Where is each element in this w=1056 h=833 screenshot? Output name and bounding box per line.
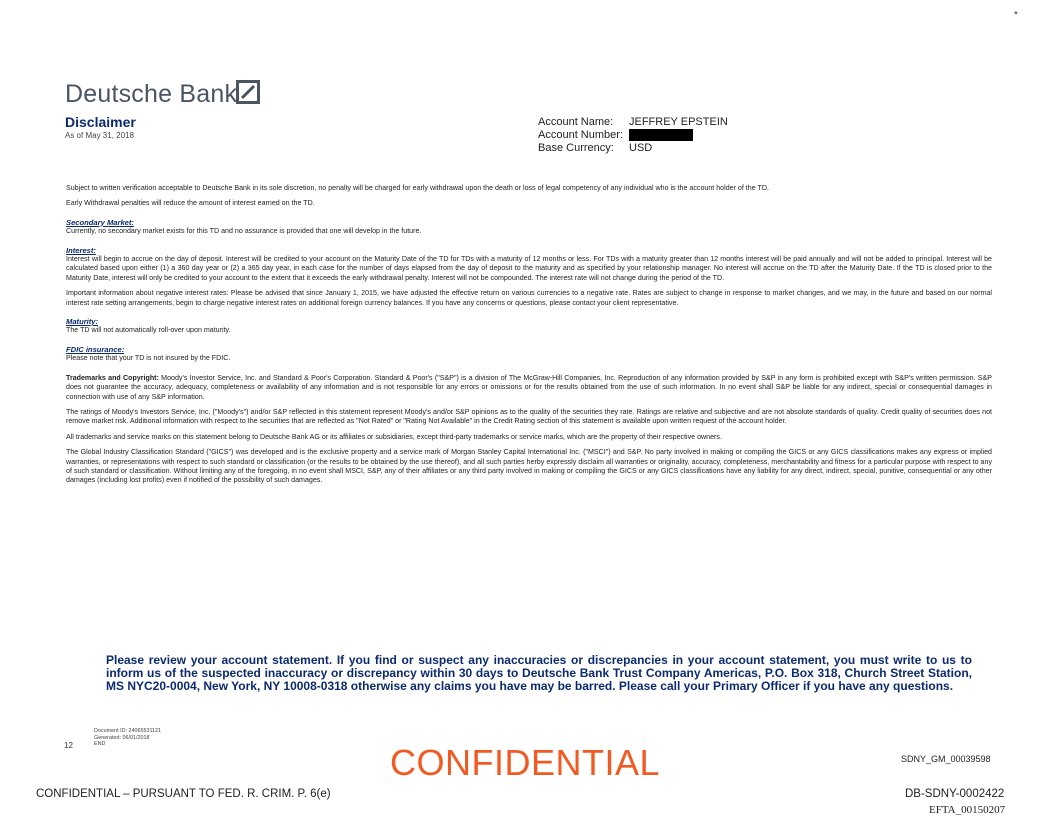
negative-rates-text: Important information about negative interest rates: Please be advised that since January 1, 2015, we have adjusted the effective return on various currencies to a negative rate. Rates are subject to change in response to market changes, and we may, in the future and based on our normal interest rate setting arrangements, begin to charge negative interest rates on additional foreign currency balances. If you have any concerns or questions, please contact your client representative. [66, 289, 992, 307]
as-of-date: As of May 31, 2018 [65, 131, 134, 140]
ratings-paragraph: The ratings of Moody's Investors Service, Inc. ("Moody's") and/or S&P reflected in this statement represent Moody's and/or S&P opinions as to the quality of the securities they rate. Ratings are relative and subjective and are not absolute standards of quality. Credit quality of securities does not remove market risk. Additional information with respect to the securities that are reflected as "Not Rated" or "Rating Not Available" in the Credit Rating section of this statement is available upon written request of the account holder. [66, 407, 992, 426]
maturity-text: The TD will not automatically roll-over upon maturity. [66, 326, 231, 335]
account-name-label: Account Name: [538, 116, 614, 128]
page-number: 12 [64, 741, 73, 750]
efta-number: EFTA_00150207 [929, 804, 1006, 816]
secondary-market-heading: Secondary Market: [66, 217, 134, 227]
trademarks-label: Trademarks and Copyright: [66, 373, 159, 382]
deutsche-bank-logo-icon [236, 80, 260, 104]
corner-mark: * [1014, 10, 1018, 21]
fdic-text: Please note that your TD is not insured by the FDIC. [66, 354, 231, 363]
document-meta [94, 728, 161, 748]
trademarks-paragraph [66, 374, 992, 402]
page-title: Disclaimer [65, 114, 136, 130]
account-number-label: Account Number: [538, 129, 623, 141]
review-statement-notice: Please review your account statement. If you find or suspect any inaccuracies or discrepancies in your account statement, you must write to us to inform us of the suspected inaccuracy or discrepancy within 30 days to Deutsche Bank Trust Company Americas, P.O. Box 318, Church Street Station, MS NYC20-0004, New York, NY 10008-0318 otherwise any claims you have may be barred. Please call your Primary Officer if you have any questions. [106, 653, 972, 694]
base-currency-label: Base Currency: [538, 142, 614, 154]
interest-text: Interest will begin to accrue on the day of deposit. Interest will be credited to your account on the Maturity Date of the TD for TDs with a maturity of 12 months or less. For TDs with a maturity greater than 12 months interest will be paid annually and will not be added to principal. Interest will be calculated based upon either (1) a 360 day year or (2) a 365 day year, in each case for the number of days elapsed from the day of deposit to the maturity and as specified by your relationship manager. No interest will accrue on the TD after the Maturity Date. If the TD is closed prior to the Maturity Date, interest will only be credited to your account to the extent that it exceeds the early withdrawal penalty. Interest will not be compounded. The interest rate will not change during the period of the TD. [66, 255, 992, 282]
early-withdrawal-paragraph: Early Withdrawal penalties will reduce the amount of interest earned on the TD. [66, 199, 315, 208]
account-name-value: JEFFREY EPSTEIN [629, 116, 728, 128]
secondary-market-text: Currently, no secondary market exists for this TD and no assurance is provided that one will develop in the future. [66, 227, 422, 236]
account-number-redaction [629, 129, 693, 141]
bank-name: Deutsche Bank [65, 80, 238, 108]
death-withdrawal-paragraph: Subject to written verification acceptable to Deutsche Bank in its sole discretion, no penalty will be charged for early withdrawal upon the death or loss of legal competency of any individual who is the account holder of the TD. [66, 184, 769, 192]
account-info [538, 116, 728, 155]
generated-date: Generated: 06/01/2018 [94, 734, 150, 741]
fdic-heading: FDIC insurance: [66, 344, 125, 354]
confidential-stamp: CONFIDENTIAL [390, 742, 661, 783]
all-trademarks-paragraph: All trademarks and service marks on this statement belong to Deutsche Bank AG or its affiliates or subsidiaries, except third-party trademarks or service marks, which are the property of their respective owners. [66, 432, 722, 441]
disclaimer-body [66, 184, 992, 492]
base-currency-value: USD [629, 142, 653, 154]
document-id: Document ID: 24065531121 [94, 728, 162, 734]
confidential-grand-jury-notice: CONFIDENTIAL – PURSUANT TO FED. R. CRIM. P. 6(e) [36, 788, 331, 800]
gics-paragraph: The Global Industry Classification Standard ("GICS") was developed and is the exclusive property and a service mark of Morgan Stanley Capital International Inc. ("MSCI") and S&P. No party involved in making or compiling the GICS or any GICS classifications makes any express or implied warranties, or representations with respect to such standard or classification (or the results to be obtained by the use thereof), and all such parties herby expressly disclaim all warranties or originality, accuracy, completeness, merchantability and fitness for a particular purpose with respect to any of such standard or classification. Without limiting any of the foregoing, in no event shall MSCI, S&P, any of their affiliates or any third party involved in making or compiling the GICS or any GICS classifications have any liability for any direct, indirect, special, punitive, consequential or any other damages (including lost profits) even if notified of the possibility of such damages. [66, 448, 992, 485]
maturity-heading: Maturity: [66, 317, 99, 327]
trademarks-text: Moody's Investor Service, Inc. and Standard & Poor's Corporation. Standard & Poor's ("S&P") is a division of The McGraw-Hill Companies, Inc. Reproduction of any information provided by S&P in any form is prohibited except with S&P's written permission. S&P does not guarantee the accuracy, adequacy, completeness or availability of any information and is not responsible for any errors or omissions or for the results obtained from the use of such information. In no event shall S&P be liable for any indirect, special or consequential damages in connection with use of any S&P information. [66, 373, 992, 401]
end-marker: END [94, 741, 106, 748]
interest-heading: Interest: [66, 245, 96, 255]
sdny-bates-number: SDNY_GM_00039598 [901, 754, 991, 764]
db-bates-number: DB-SDNY-0002422 [905, 788, 1005, 800]
